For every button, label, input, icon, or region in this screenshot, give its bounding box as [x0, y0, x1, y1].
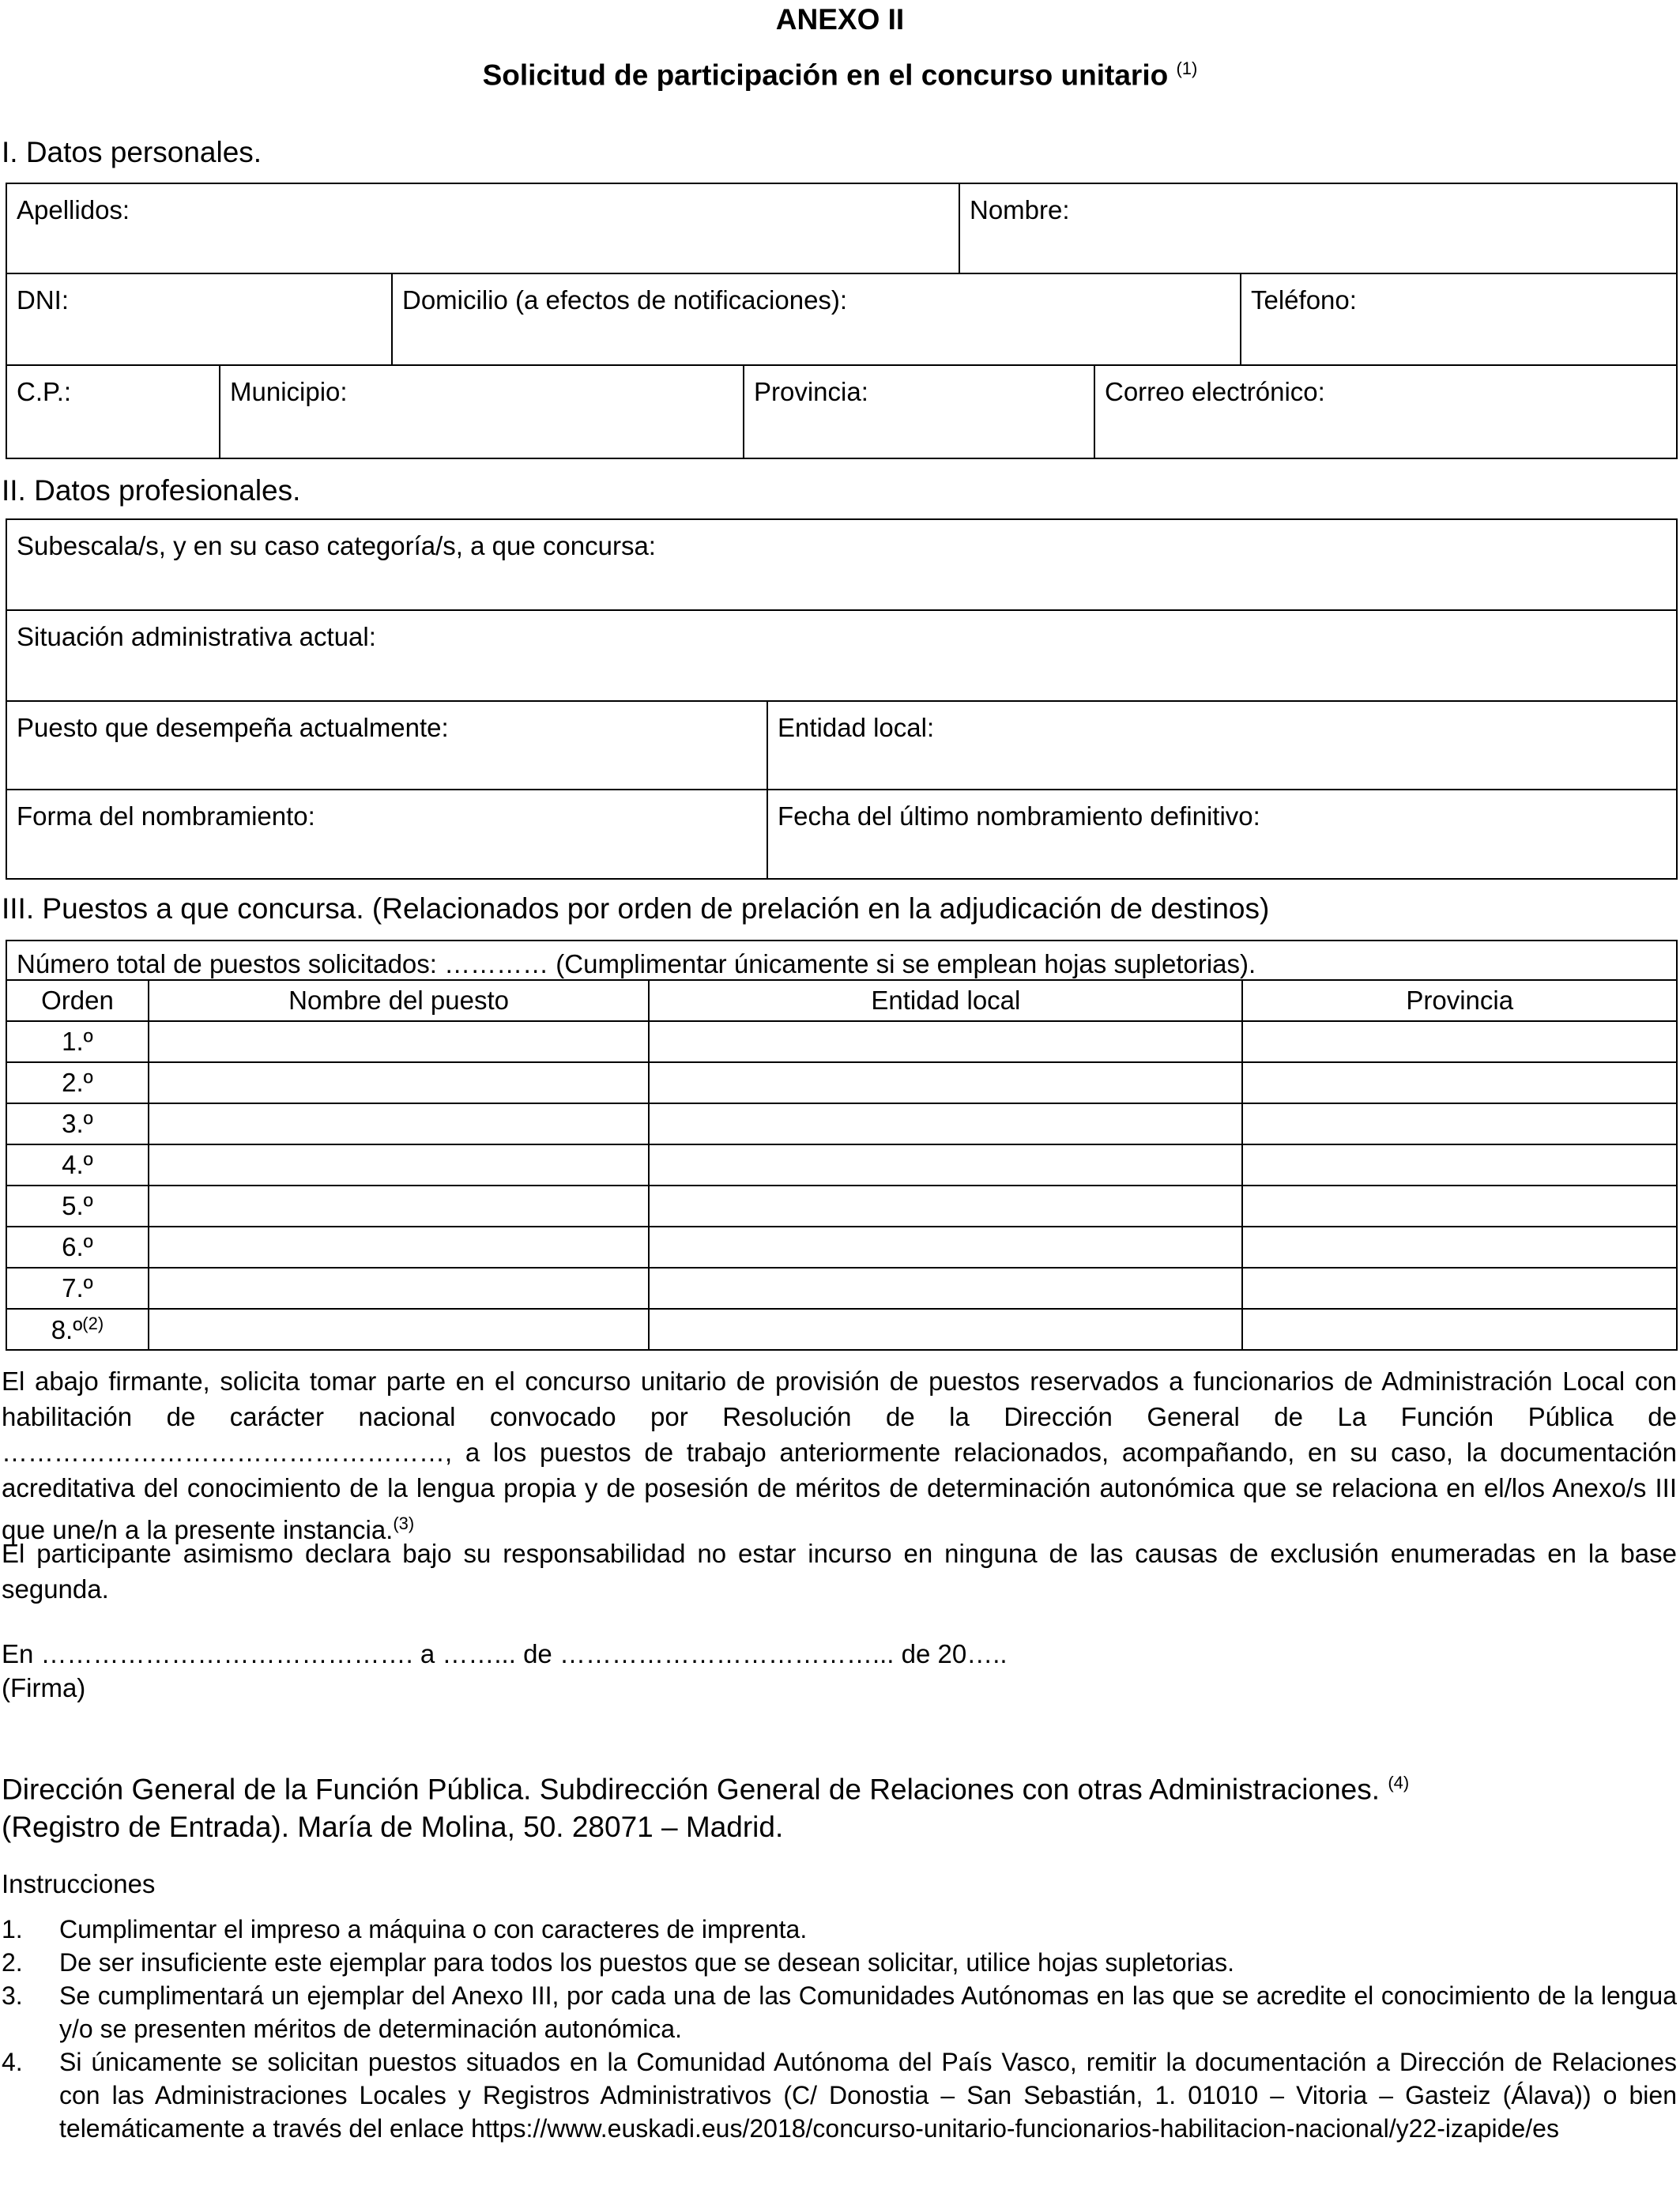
row-order: 7.º [6, 1268, 149, 1309]
footnote-ref-1: (1) [1176, 58, 1198, 78]
cell-provincia[interactable] [1242, 1186, 1677, 1227]
section-personal-heading: I. Datos personales. [2, 136, 262, 168]
cell-puesto[interactable] [149, 1309, 649, 1350]
row-order: 2.º [6, 1062, 149, 1103]
total-puestos-text: Número total de puestos solicitados: ………… (Cumplimentar únicamente si se emplean hojas supletorias). [17, 949, 1256, 978]
cell-provincia[interactable] [1242, 1144, 1677, 1186]
cell-entidad[interactable] [649, 1021, 1242, 1062]
list-item-number: 1. [2, 1915, 23, 1943]
label-fecha: Fecha del último nombramiento definitivo: [778, 801, 1260, 831]
field-entidad[interactable] [767, 700, 1678, 790]
field-forma[interactable] [6, 789, 768, 880]
table-row [6, 1309, 1677, 1350]
field-correo[interactable] [1094, 364, 1678, 459]
column-header: Entidad local [649, 980, 1242, 1021]
table-row [6, 1144, 1677, 1186]
table-row [6, 1021, 1677, 1062]
cell-entidad[interactable] [649, 1309, 1242, 1350]
table-row [6, 1186, 1677, 1227]
cell-entidad[interactable] [649, 1103, 1242, 1144]
cell-entidad[interactable] [649, 1144, 1242, 1186]
address-line-1 [2, 1773, 1409, 1806]
field-apellidos[interactable] [6, 183, 960, 274]
instructions-heading: Instrucciones [2, 1869, 156, 1898]
field-nombre[interactable] [959, 183, 1678, 274]
field-situacion[interactable] [6, 609, 1678, 702]
field-fecha[interactable] [767, 789, 1678, 880]
field-cp[interactable] [6, 364, 220, 459]
list-item [2, 1946, 1677, 1979]
label-forma: Forma del nombramiento: [17, 801, 315, 831]
label-dni: DNI: [17, 285, 69, 315]
field-municipio[interactable] [219, 364, 744, 459]
cell-puesto[interactable] [149, 1021, 649, 1062]
declaration-text: El abajo firmante, solicita tomar parte en el concurso unitario de provisión de puestos reservados a funcionarios de Administración Local con habilitación de carácter nacional convocado por Resolución de la Dirección General de La Función Pública de ……………………………………………, a los puestos de trabajo anteriormente relacionados, acompañando, en su caso, la documentación acreditativa del conocimiento de la lengua propia y de posesión de méritos de determinación autonómica que se relaciona en el/los Anexo/s III que une/n a la presente instancia. [2, 1367, 1677, 1544]
list-item [2, 2045, 1677, 2145]
footnote-ref-4: (4) [1388, 1773, 1410, 1793]
section-professional-heading: II. Datos profesionales. [2, 474, 301, 507]
table-row [6, 1268, 1677, 1309]
cell-puesto[interactable] [149, 1268, 649, 1309]
label-puesto: Puesto que desempeña actualmente: [17, 713, 449, 742]
cell-entidad[interactable] [649, 1227, 1242, 1268]
declaration-paragraph [2, 1363, 1677, 1547]
field-domicilio[interactable] [391, 273, 1241, 366]
label-subescala: Subescala/s, y en su caso categoría/s, a que concursa: [17, 531, 656, 560]
label-telefono: Teléfono: [1251, 285, 1357, 315]
address-line-2: (Registro de Entrada). María de Molina, 50. 28071 – Madrid. [2, 1811, 784, 1843]
list-item [2, 1979, 1677, 2045]
date-place-line: En ……………………………………. a ……... de ………………………………... de 20….. [2, 1639, 1008, 1668]
list-item-number: 3. [2, 1981, 23, 2010]
signature-label: (Firma) [2, 1673, 86, 1702]
total-puestos-row [6, 940, 1678, 981]
cell-entidad[interactable] [649, 1186, 1242, 1227]
cell-provincia[interactable] [1242, 1062, 1677, 1103]
label-apellidos: Apellidos: [17, 195, 130, 224]
address-text: Dirección General de la Función Pública. Subdirección General de Relaciones con otras Administraciones. [2, 1773, 1381, 1806]
column-header: Nombre del puesto [149, 980, 649, 1021]
puestos-table [6, 979, 1678, 1351]
table-row [6, 1227, 1677, 1268]
footnote-ref-3: (3) [393, 1514, 415, 1533]
cell-provincia[interactable] [1242, 1021, 1677, 1062]
label-entidad: Entidad local: [778, 713, 935, 742]
section-puestos-heading: III. Puestos a que concursa. (Relacionados por orden de prelación en la adjudicación de destinos) [2, 892, 1270, 925]
row-order: 3.º [6, 1103, 149, 1144]
field-provincia[interactable] [743, 364, 1095, 459]
column-header: Provincia [1242, 980, 1677, 1021]
cell-provincia[interactable] [1242, 1268, 1677, 1309]
cell-provincia[interactable] [1242, 1103, 1677, 1144]
label-correo: Correo electrónico: [1105, 377, 1325, 406]
cell-provincia[interactable] [1242, 1227, 1677, 1268]
list-item-text: Se cumplimentará un ejemplar del Anexo III, por cada una de las Comunidades Autónomas en las que se acredite el conocimiento de la lengua y/o se presenten méritos de determinación autonómica. [59, 1981, 1677, 2043]
field-puesto[interactable] [6, 700, 768, 790]
cell-puesto[interactable] [149, 1186, 649, 1227]
row-order: 6.º [6, 1227, 149, 1268]
label-nombre: Nombre: [970, 195, 1070, 224]
form-title-text: Solicitud de participación en el concurso unitario [482, 58, 1169, 92]
list-item-text: De ser insuficiente este ejemplar para todos los puestos que se desean solicitar, utilice hojas supletorias. [59, 1948, 1235, 1977]
field-subescala[interactable] [6, 518, 1678, 611]
label-municipio: Municipio: [230, 377, 348, 406]
column-header: Orden [6, 980, 149, 1021]
annex-title: ANEXO II [775, 3, 905, 36]
cell-provincia[interactable] [1242, 1309, 1677, 1350]
row-order-text: 8.º [51, 1315, 83, 1344]
declaration-paragraph-2: El participante asimismo declara bajo su responsabilidad no estar incurso en ninguna de las causas de exclusión enumeradas en la base segunda. [2, 1539, 1677, 1604]
cell-puesto[interactable] [149, 1103, 649, 1144]
puestos-table-header [6, 980, 1677, 1021]
list-item-number: 2. [2, 1948, 23, 1977]
field-telefono[interactable] [1240, 273, 1678, 366]
footnote-ref-2: (2) [82, 1314, 104, 1333]
field-dni[interactable] [6, 273, 393, 366]
instructions-list [2, 1913, 1677, 2145]
list-item-number: 4. [2, 2048, 23, 2076]
form-title [0, 58, 1680, 92]
cell-puesto[interactable] [149, 1227, 649, 1268]
cell-puesto[interactable] [149, 1062, 649, 1103]
table-row [6, 1103, 1677, 1144]
row-order: 4.º [6, 1144, 149, 1186]
list-item-text: Cumplimentar el impreso a máquina o con caracteres de imprenta. [59, 1915, 808, 1943]
cell-entidad[interactable] [649, 1268, 1242, 1309]
row-order: 1.º [6, 1021, 149, 1062]
row-order: 5.º [6, 1186, 149, 1227]
cell-puesto[interactable] [149, 1144, 649, 1186]
row-order [6, 1309, 149, 1350]
label-situacion: Situación administrativa actual: [17, 622, 376, 651]
label-cp: C.P.: [17, 377, 72, 406]
label-provincia: Provincia: [754, 377, 868, 406]
list-item [2, 1913, 1677, 1946]
cell-entidad[interactable] [649, 1062, 1242, 1103]
table-row [6, 1062, 1677, 1103]
list-item-text: Si únicamente se solicitan puestos situados en la Comunidad Autónoma del País Vasco, remitir la documentación a Dirección de Relaciones con las Administraciones Locales y Registros Administrativos (C/ Donostia – San Sebastián, 1. 01010 – Vitoria – Gasteiz (Álava)) o bien telemáticamente a través del enlace https://www.euskadi.eus/2018/concurso-unitario-funcionarios-habilitacion-nacional/y22-izapide/es [59, 2048, 1677, 2143]
label-domicilio: Domicilio (a efectos de notificaciones): [402, 285, 848, 315]
